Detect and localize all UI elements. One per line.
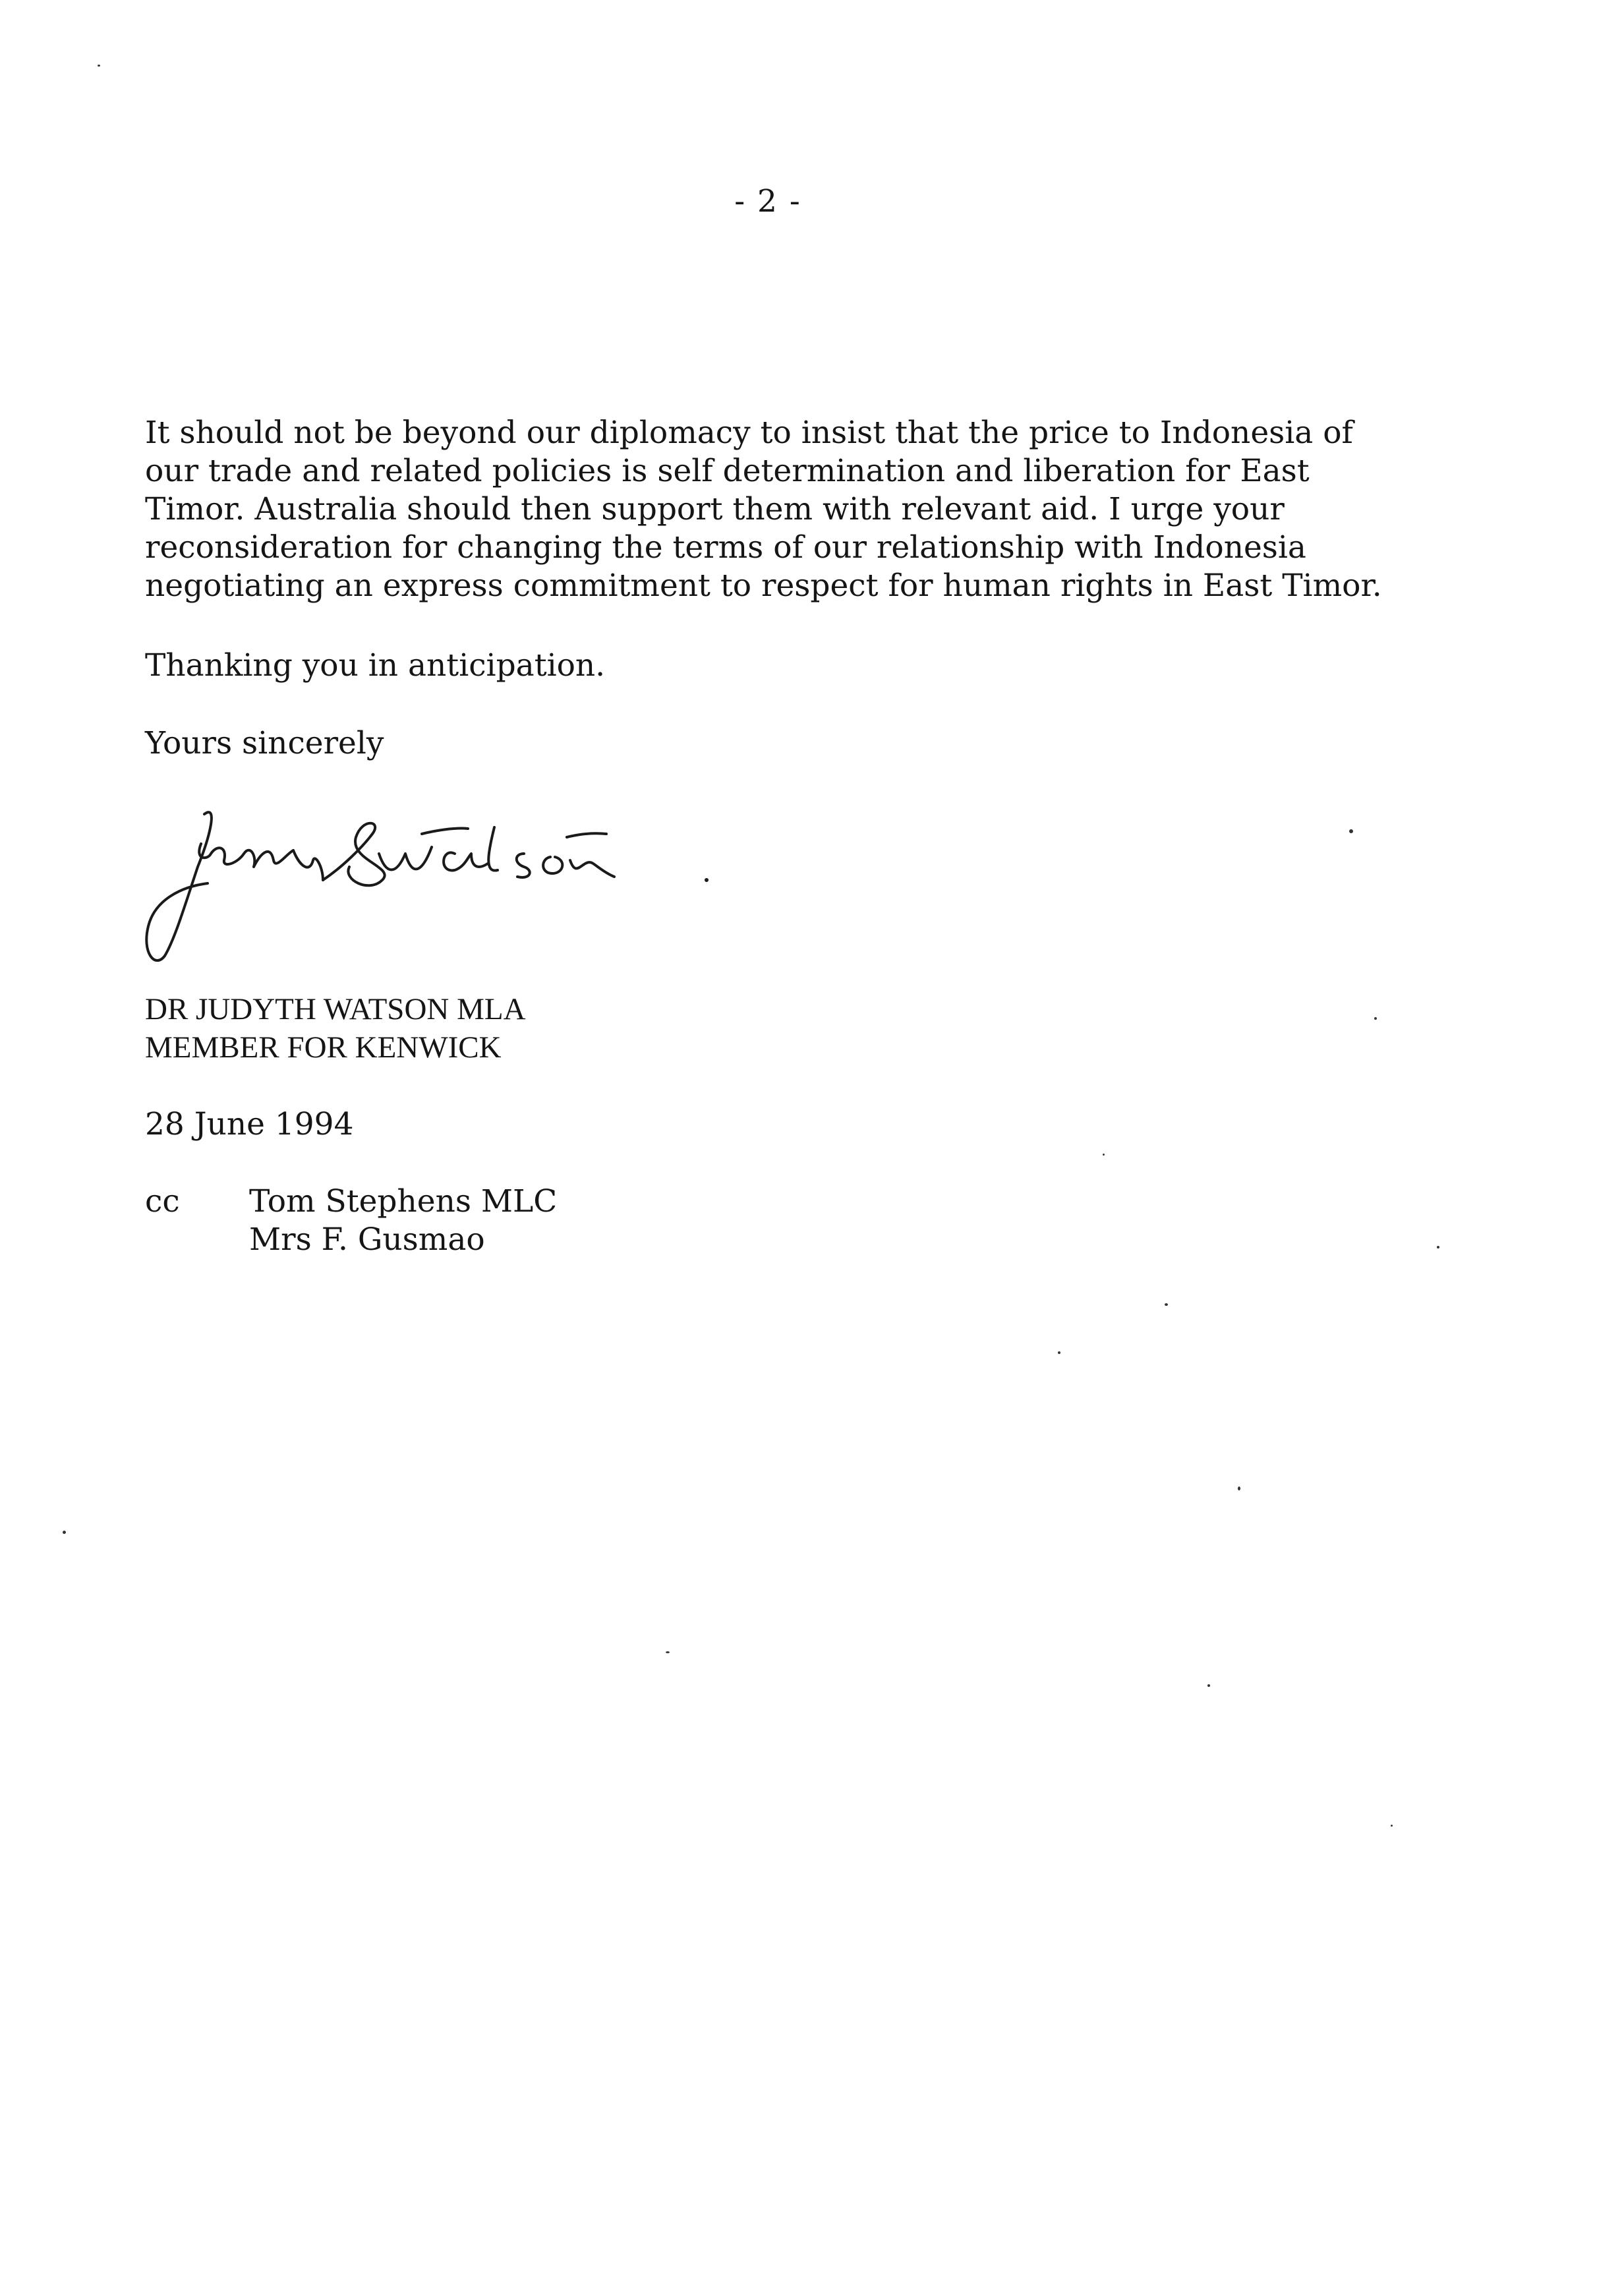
scan-speck [1391, 1825, 1393, 1827]
body-line: Timor. Australia should then support them with relevant aid. I urge your [145, 491, 1285, 527]
cc-recipient: Mrs F. Gusmao [249, 1221, 485, 1258]
scan-speck [666, 1651, 670, 1653]
scan-speck [1103, 1154, 1105, 1156]
body-line: negotiating an express commitment to respect for human rights in East Timor. [145, 568, 1382, 604]
scan-speck [1437, 1246, 1439, 1249]
signatory-name: DR JUDYTH WATSON MLA [145, 992, 526, 1026]
closing-thanks: Thanking you in anticipation. [145, 647, 606, 684]
signatory-title: MEMBER FOR KENWICK [145, 1030, 502, 1065]
body-line: reconsideration for changing the terms of our relationship with Indonesia [145, 529, 1306, 566]
handwritten-signature [145, 808, 725, 969]
body-line: It should not be beyond our diplomacy to insist that the price to Indonesia of [145, 415, 1353, 451]
cc-recipients [249, 1183, 557, 1259]
scan-speck [1374, 1017, 1377, 1020]
scan-speck [1238, 1486, 1240, 1490]
scan-speck [1165, 1303, 1168, 1306]
body-line: our trade and related policies is self determination and liberation for East [145, 453, 1310, 489]
scan-speck [63, 1531, 66, 1534]
scan-speck [1207, 1684, 1210, 1687]
body-paragraph [145, 414, 1404, 605]
scan-speck [1058, 1351, 1060, 1354]
scan-speck [98, 65, 100, 67]
cc-label: cc [145, 1183, 180, 1220]
signatory-block [145, 990, 526, 1067]
letter-date: 28 June 1994 [145, 1106, 354, 1142]
cc-recipient: Tom Stephens MLC [249, 1183, 558, 1220]
page-number: - 2 - [734, 183, 801, 220]
scan-speck [1349, 829, 1353, 833]
closing-valediction: Yours sincerely [145, 725, 384, 761]
